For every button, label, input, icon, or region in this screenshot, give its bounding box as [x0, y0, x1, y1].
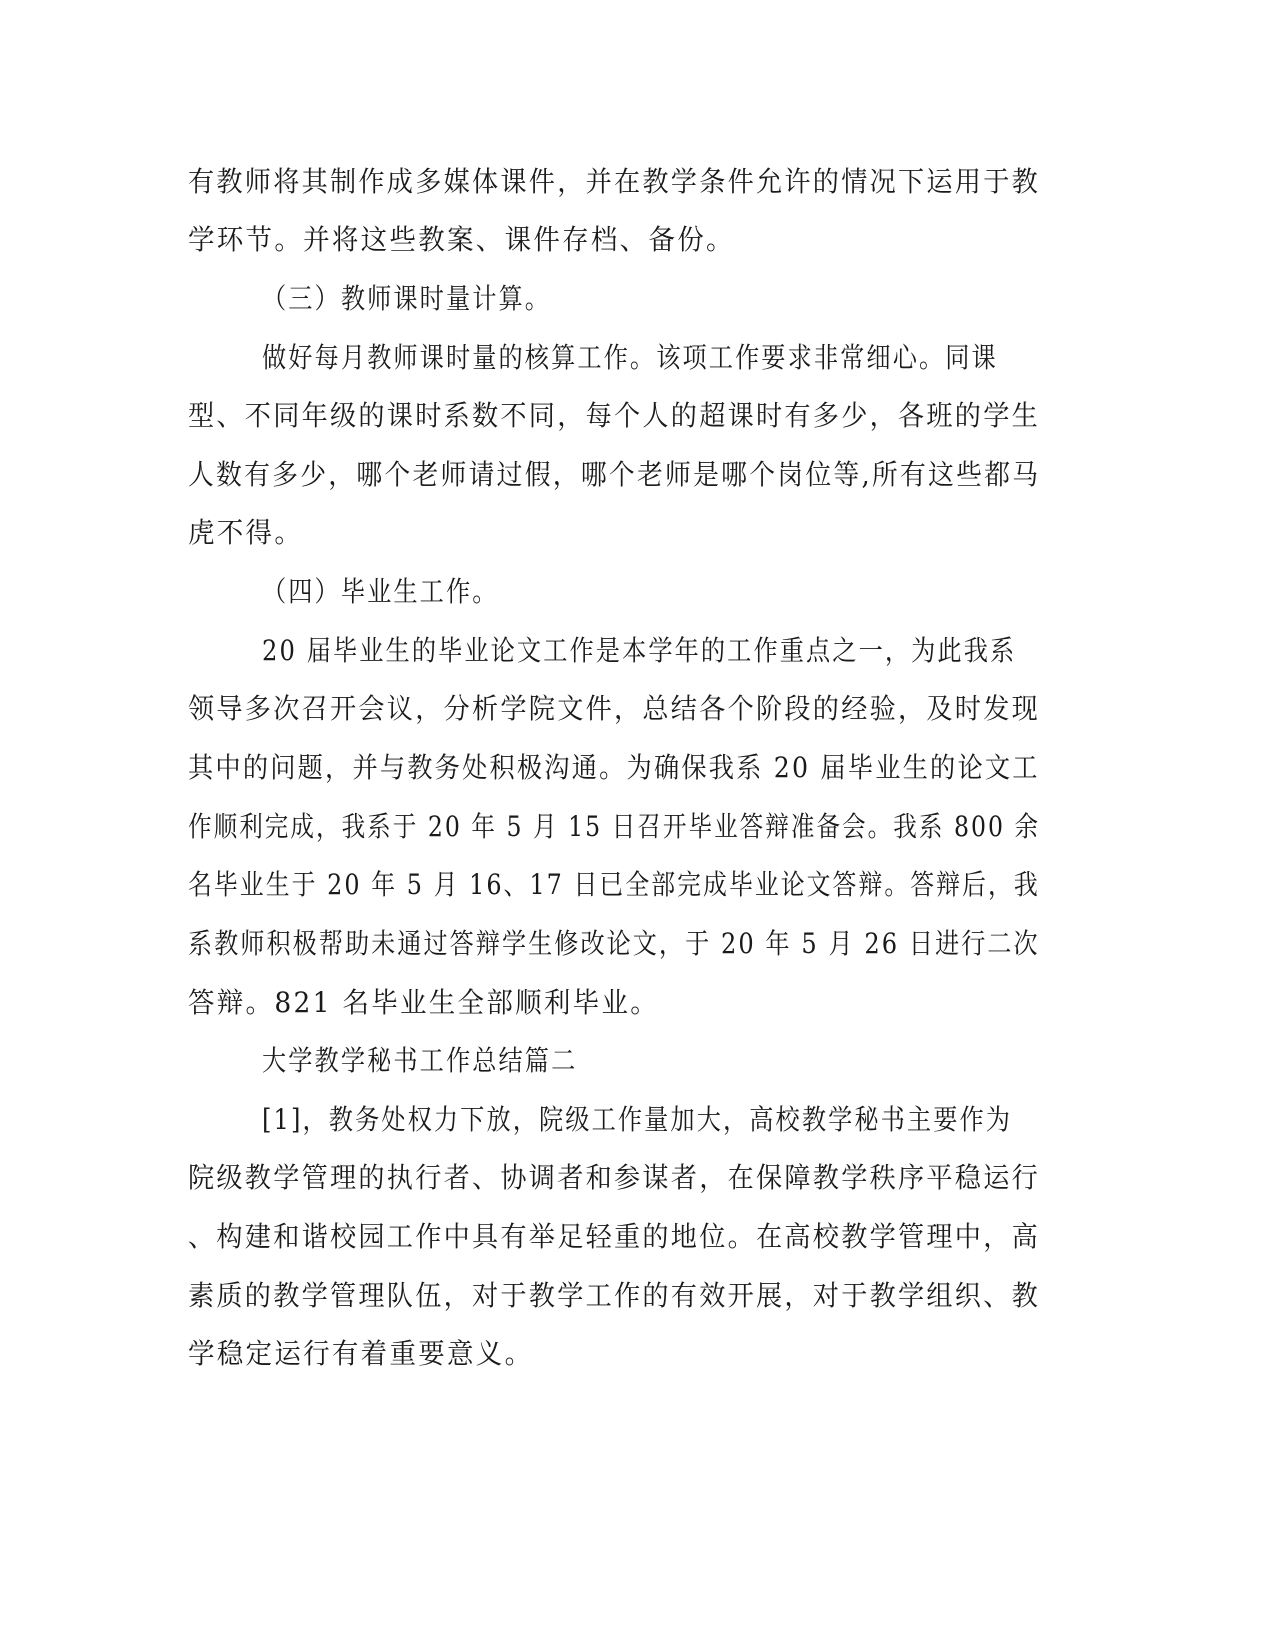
section-heading: （四）毕业生工作。	[262, 575, 499, 608]
text-line: 作顺利完成，我系于 20 年 5 月 15 日召开毕业答辩准备会。我系 800 余	[188, 810, 1041, 843]
text-line: 院级教学管理的执行者、协调者和参谋者，在保障教学秩序平稳运行	[188, 1161, 1041, 1194]
text-line: 素质的教学管理队伍，对于教学工作的有效开展，对于教学组织、教	[188, 1279, 1041, 1312]
section-heading: （三）教师课时量计算。	[262, 282, 552, 315]
text-line: 、构建和谐校园工作中具有举足轻重的地位。在高校教学管理中，高	[188, 1220, 1041, 1253]
text-line: 答辩。821 名毕业生全部顺利毕业。	[188, 986, 660, 1019]
text-line: 虎不得。	[188, 516, 304, 549]
text-line: 学稳定运行有着重要意义。	[188, 1337, 534, 1370]
text-line: 领导多次召开会议，分析学院文件，总结各个阶段的经验，及时发现	[188, 692, 1041, 725]
text-line: 有教师将其制作成多媒体课件，并在教学条件允许的情况下运用于教	[188, 165, 1041, 198]
text-line: 做好每月教师课时量的核算工作。该项工作要求非常细心。同课	[262, 341, 998, 374]
text-line: 系教师积极帮助未通过答辩学生修改论文，于 20 年 5 月 26 日进行二次	[188, 927, 1040, 960]
section-title: 大学教学秘书工作总结篇二	[262, 1044, 578, 1077]
text-line: 人数有多少，哪个老师请过假，哪个老师是哪个岗位等,所有这些都马	[188, 458, 1041, 491]
text-line: 学环节。并将这些教案、课件存档、备份。	[188, 223, 735, 256]
text-line: 名毕业生于 20 年 5 月 16、17 日已全部完成毕业论文答辩。答辩后，我	[188, 868, 1040, 901]
text-line: 型、不同年级的课时系数不同，每个人的超课时有多少，各班的学生	[188, 399, 1041, 432]
text-line: 其中的问题，并与教务处积极沟通。为确保我系 20 届毕业生的论文工	[188, 751, 1040, 784]
text-line: 20 届毕业生的毕业论文工作是本学年的工作重点之一，为此我系	[262, 634, 1017, 667]
text-line: [1]，教务处权力下放，院级工作量加大，高校教学秘书主要作为	[262, 1103, 1013, 1136]
